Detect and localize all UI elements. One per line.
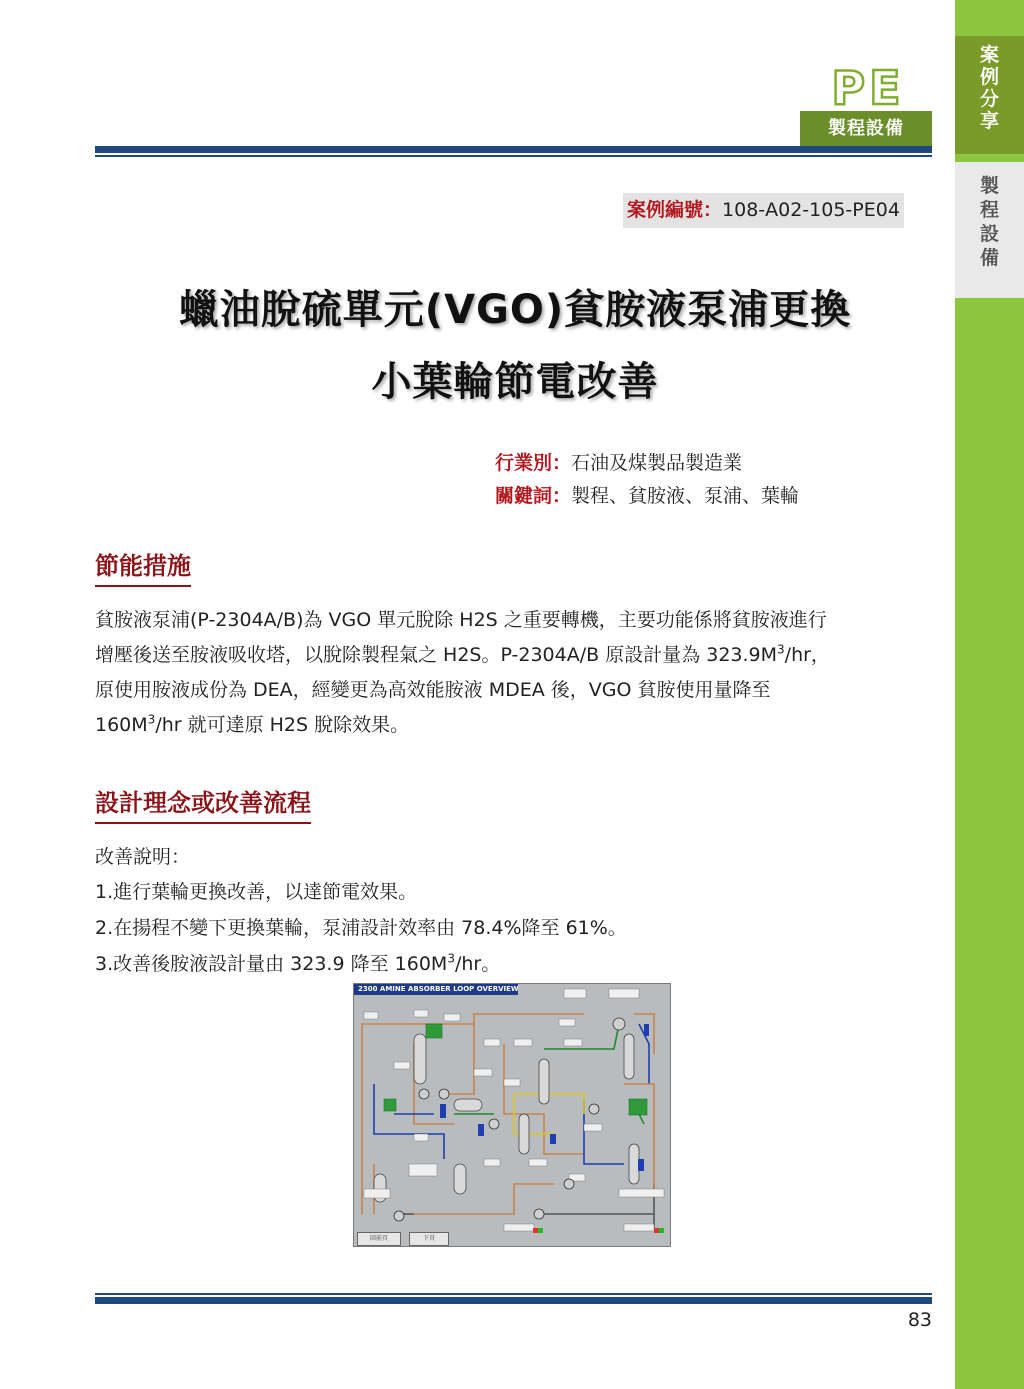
industry-row [495,450,742,476]
control-box [426,1024,442,1038]
figure-nav-button-1[interactable]: 回前頁 [357,1232,401,1246]
superscript: 3 [777,642,785,657]
vessel [539,1059,549,1104]
side-tab-process-equipment-label: 製程設備 [979,175,999,269]
pump [489,1119,499,1129]
footer-rule-thin [95,1293,932,1295]
pump [419,1089,429,1099]
measures-line-3: 原使用胺液成份為 DEA，經變更為高效能胺液 MDEA 後，VGO 貧胺使用量降至 [95,679,771,701]
figure-title: 2300 AMINE ABSORBER LOOP OVERVIEW [354,984,518,995]
improvement-item-1: 1.進行葉輪更換改善，以達節電效果。 [95,881,418,903]
industry-key: 行業別： [495,452,572,474]
status-indicator [659,1228,664,1233]
header-rule-thin [95,155,932,157]
tag-box [504,1079,520,1086]
keywords-key: 關鍵詞： [495,485,572,507]
case-number-key: 案例編號： [627,199,723,221]
tag-box [474,1069,492,1076]
section-heading-design: 設計理念或改善流程 [95,783,311,824]
measures-line-4a: 160M [95,714,148,736]
superscript: 3 [147,712,156,727]
tag-box [444,1014,460,1021]
pump [613,1018,625,1030]
vessel [454,1164,466,1194]
side-tab-case-sharing[interactable] [955,36,1024,154]
case-number-value: 108-A02-105-PE04 [722,199,900,221]
tag-box [619,1189,664,1197]
vessel [624,1034,634,1079]
tag-box [514,1039,532,1046]
alarm-indicator [533,1228,538,1233]
tag-box [564,989,586,998]
measures-line-1: 貧胺液泵浦(P-2304A/B)為 VGO 單元脫除 H2S 之重要轉機，主要功能係將貧胺液進行 [95,609,827,631]
tag-box [504,1224,534,1231]
badge-label: 製程設備 [800,111,932,146]
vessel [454,1099,482,1111]
measures-line-2 [95,638,931,673]
pump [394,1211,404,1221]
level-bar [638,1159,644,1171]
header-rule [95,146,932,153]
tag-box [484,1159,500,1166]
tag-box [559,1019,575,1026]
tag-box [609,989,639,998]
improvement-item-3b: /hr。 [454,953,501,975]
improvement-item-3a: 3.改善後胺液設計量由 323.9 降至 160M [95,953,448,975]
pump [439,1089,449,1099]
tag-box [364,1012,378,1019]
pe-logo-text: PE [831,64,905,110]
side-tab-process-equipment[interactable] [955,162,1024,298]
pipe-grey [394,1184,654,1229]
process-overview-screenshot [353,983,671,1247]
footer-rule [95,1297,932,1304]
tag-box [484,1039,500,1046]
pump [534,1209,544,1219]
tag-box [394,1062,410,1069]
page-title-line1: 蠟油脫硫單元(VGO)貧胺液泵浦更換 [178,287,852,333]
tag-box [414,1134,428,1141]
keywords-value: 製程、貧胺液、泵浦、葉輪 [571,485,800,507]
measures-line-2b: /hr， [784,644,830,666]
page-title-line2: 小葉輪節電改善 [371,359,659,405]
improvement-item-2: 2.在揚程不變下更換葉輪，泵浦設計效率由 78.4%降至 61%。 [95,917,627,939]
superscript: 3 [447,951,455,966]
improvement-item-3 [95,949,500,979]
side-tab-case-sharing-label: 案例分享 [979,44,999,132]
tag-box [364,1189,390,1198]
control-box [384,1099,396,1111]
alarm-indicator [654,1228,659,1233]
measures-line-4 [95,708,931,743]
level-bar [440,1104,446,1118]
process-flow-diagram [354,984,670,1246]
tag-box [529,1159,547,1166]
vessel [629,1144,639,1184]
control-box [629,1099,647,1115]
tag-box [584,1124,602,1131]
level-bar [644,1024,649,1036]
level-bar [550,1134,556,1144]
tag-box [624,1224,654,1231]
pe-logo [812,64,924,110]
case-number [623,193,904,228]
pump [564,1179,574,1189]
figure-nav-button-2[interactable]: 下頁 [409,1232,449,1246]
measures-line-4b: /hr 就可達原 H2S 脫除效果。 [155,714,410,736]
status-indicator [538,1228,543,1233]
pump [589,1104,599,1114]
vessel [414,1034,426,1084]
measures-paragraph [95,603,931,743]
improvement-intro: 改善說明： [95,846,191,868]
page-number: 83 [907,1309,932,1331]
tag-box [414,1010,428,1017]
vessel [519,1114,529,1154]
measures-line-2a: 增壓後送至胺液吸收塔，以脫除製程氣之 H2S。P-2304A/B 原設計量為 323.9M [95,644,778,666]
industry-value: 石油及煤製品製造業 [571,452,743,474]
section-heading-measures: 節能措施 [95,546,191,587]
level-bar [478,1124,484,1136]
tag-box [564,1039,582,1046]
tag-box [409,1164,437,1176]
keywords-row [495,483,799,509]
